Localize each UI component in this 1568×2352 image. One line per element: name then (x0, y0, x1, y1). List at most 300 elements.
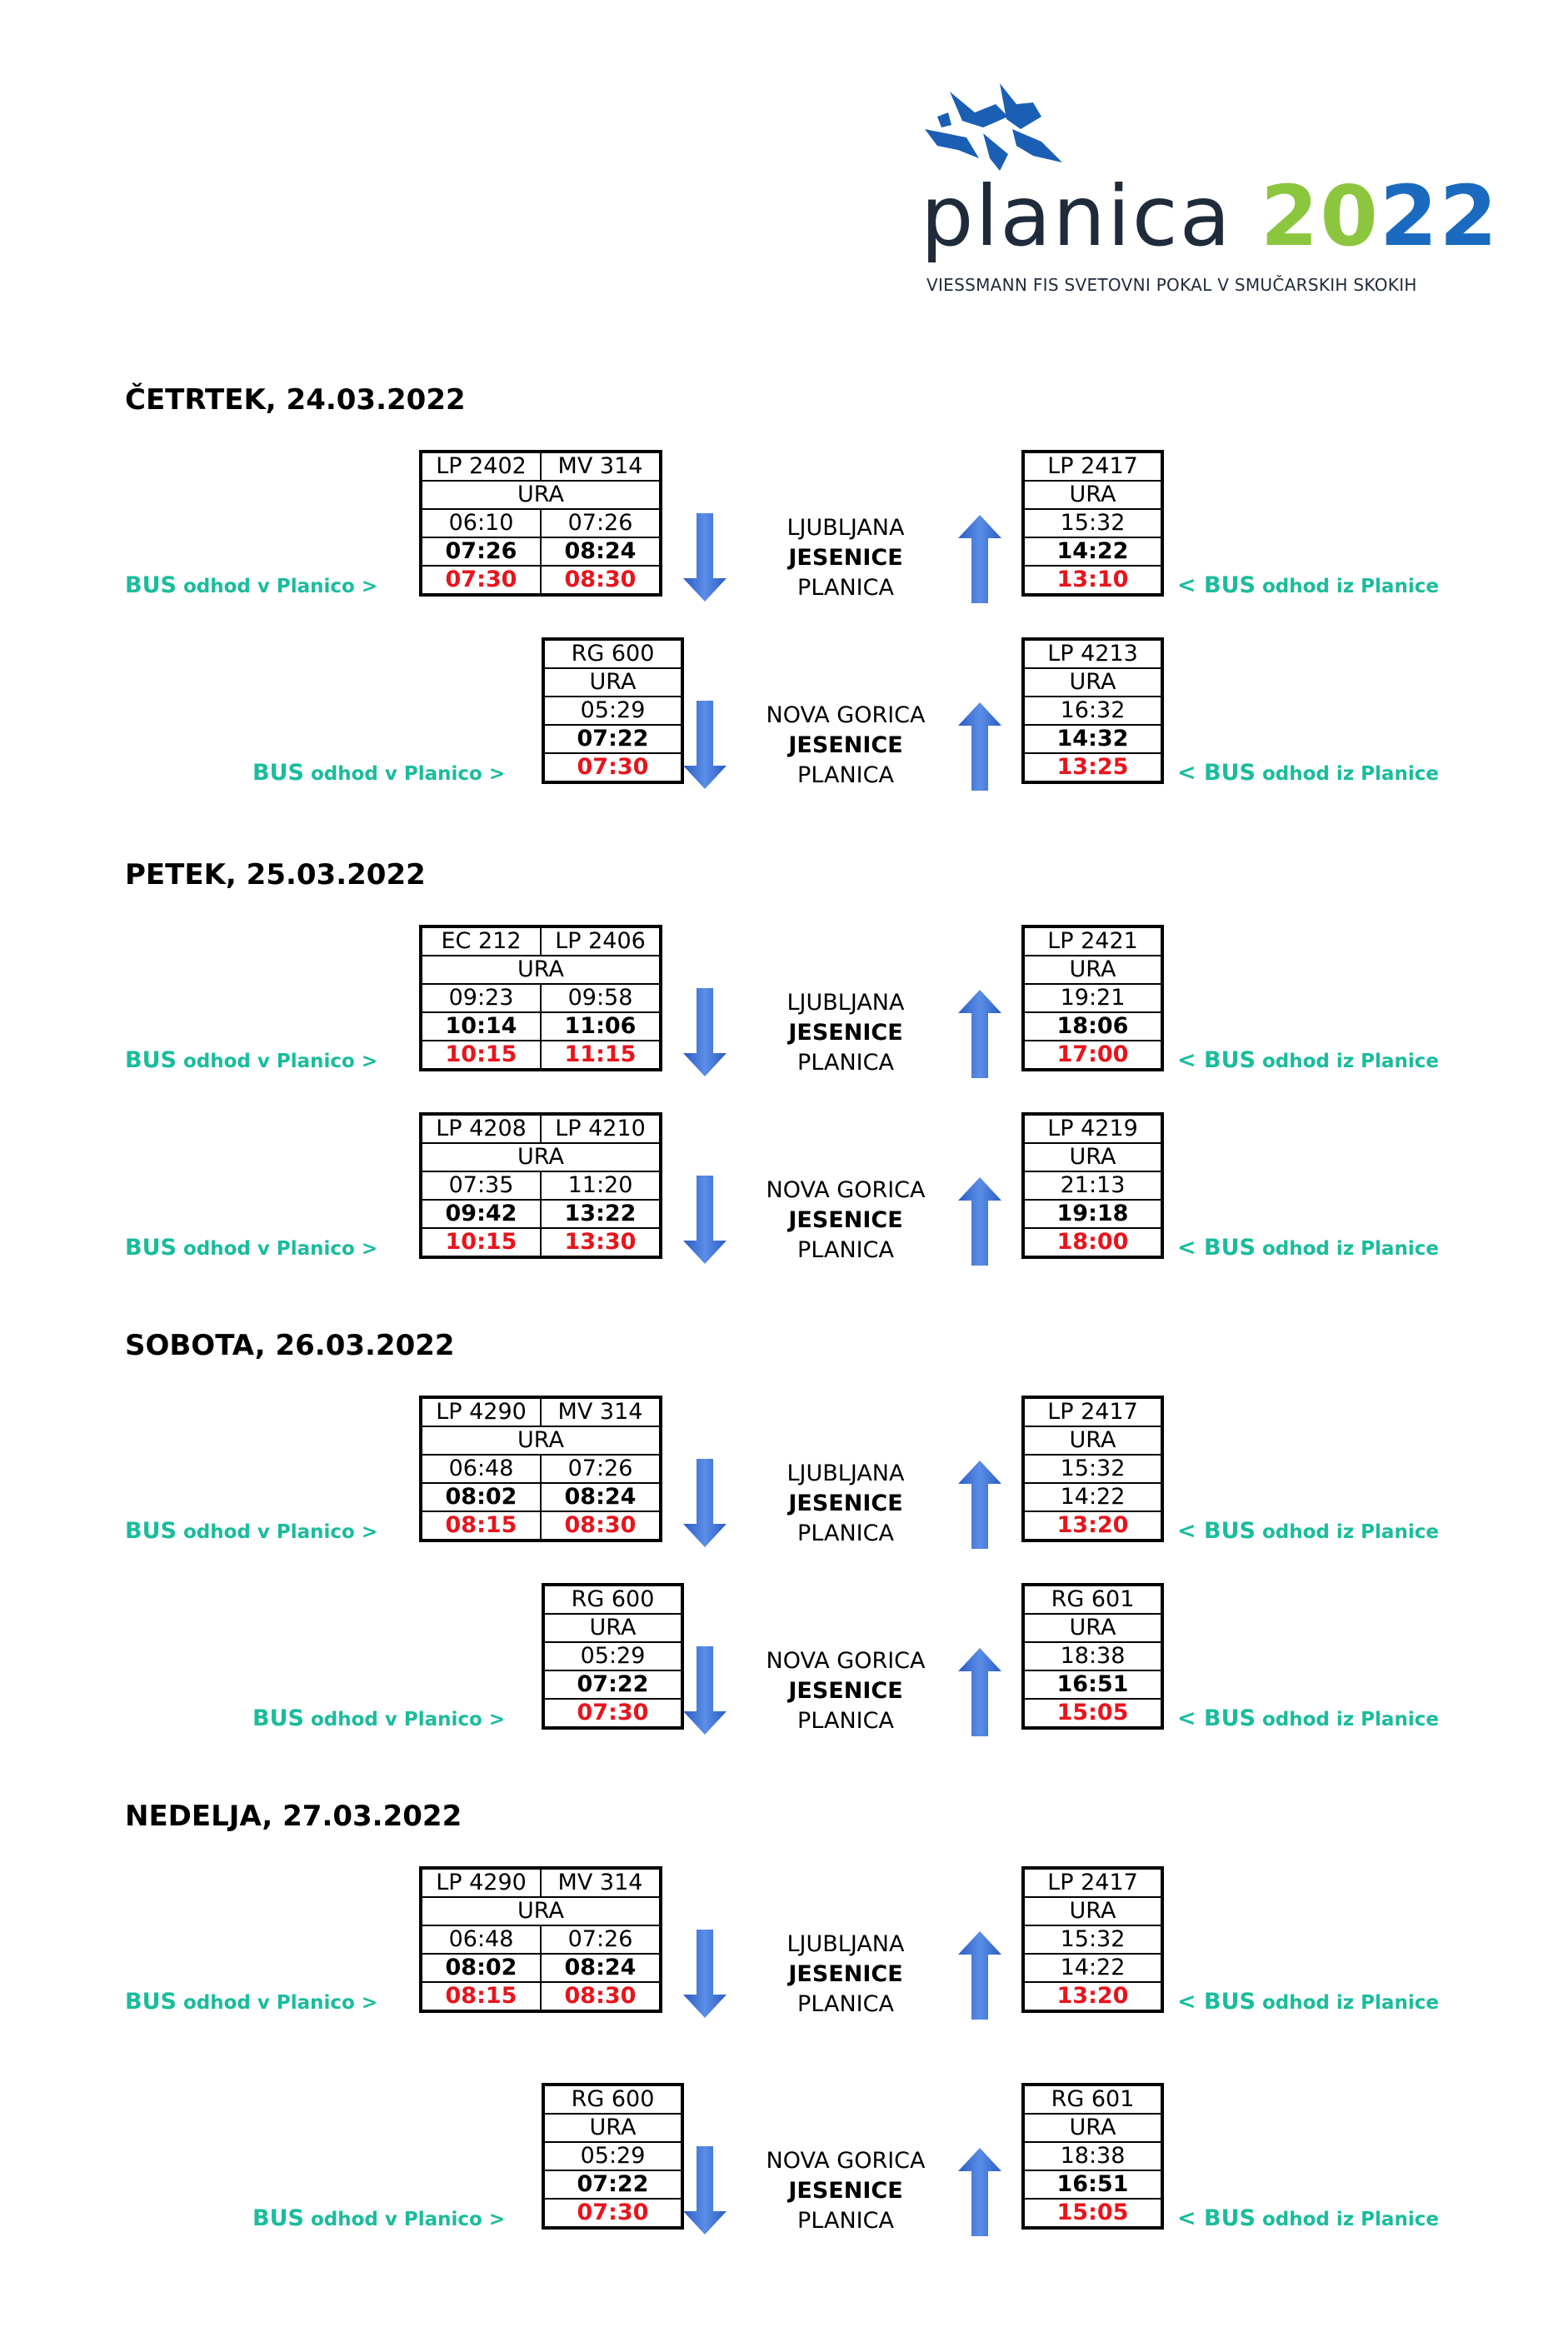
table-cell: 08:30 (541, 1982, 661, 2011)
bus-to-planica-label (125, 1989, 377, 2015)
bus-word: BUS (1204, 2205, 1256, 2231)
table-cell: URA (543, 668, 682, 697)
timetable-to-planica (419, 1396, 662, 1542)
table-cell: 16:51 (1023, 2170, 1162, 2199)
table-cell: 08:15 (421, 1982, 541, 2011)
table-cell: 18:06 (1023, 1012, 1162, 1041)
table-cell: 09:23 (421, 984, 541, 1012)
table-cell: 10:15 (421, 1228, 541, 1257)
station-name: JESENICE (788, 1491, 903, 1516)
day-title: SOBOTA, 26.03.2022 (125, 1329, 455, 1362)
train-number-row (421, 926, 661, 956)
table-cell: 15:32 (1023, 1455, 1162, 1483)
train-number-row (1023, 2085, 1162, 2114)
train-number-row (1023, 1114, 1162, 1143)
station-name: JESENICE (788, 1678, 903, 1704)
table-cell: 06:48 (421, 1925, 541, 1954)
logo-word-22: 22 (1379, 167, 1500, 265)
table-cell: RG 601 (1023, 2085, 1162, 2114)
table-cell: 11:15 (541, 1041, 661, 1070)
station-name: JESENICE (788, 1961, 903, 1987)
arrow-down-icon (682, 1646, 728, 1736)
jesenice-row (421, 1954, 661, 1982)
arrow-down-icon (682, 1176, 728, 1266)
station-name: PLANICA (797, 1237, 894, 1263)
station-name: JESENICE (788, 732, 903, 758)
bus-arrow-prefix: < (1177, 2205, 1205, 2231)
table-cell: 18:00 (1023, 1228, 1162, 1257)
jesenice-row (1023, 1200, 1162, 1228)
timetable-to-planica (542, 1583, 684, 1730)
train-number-row (1023, 452, 1162, 481)
arrow-up-icon (956, 1930, 1003, 2020)
departure-row (421, 1925, 661, 1954)
table-cell: URA (421, 1897, 661, 1925)
timetable-to-planica (419, 1866, 662, 2013)
bus-from-planica-label (1177, 1518, 1439, 1544)
table-cell: LP 4219 (1023, 1114, 1162, 1143)
bus-to-planica-label (125, 1518, 377, 1544)
table-cell: 06:48 (421, 1455, 541, 1483)
jesenice-row (421, 1200, 661, 1228)
table-cell: RG 601 (1023, 1585, 1162, 1614)
bus-word: BUS (1204, 1235, 1256, 1261)
station-name: NOVA GORICA (766, 2148, 926, 2174)
table-cell: 07:26 (421, 537, 541, 566)
table-cell: LP 4213 (1023, 639, 1162, 668)
table-cell: URA (1023, 1897, 1162, 1925)
bus-from-planica-label (1177, 2205, 1439, 2231)
timetable-from-planica (1021, 2083, 1164, 2230)
table-cell: LP 2417 (1023, 1397, 1162, 1426)
bus-arrow-prefix: < (1177, 1705, 1205, 1731)
timetable-to-planica (419, 450, 662, 597)
ura-row (1023, 956, 1162, 984)
table-cell: URA (421, 481, 661, 509)
bus-arrow-prefix: < (1177, 760, 1205, 786)
table-cell: 08:24 (541, 1483, 661, 1511)
station-name: NOVA GORICA (766, 702, 926, 728)
table-cell: 08:02 (421, 1483, 541, 1511)
arrival-row (1023, 1642, 1162, 1670)
bus-time-row (1023, 1041, 1162, 1070)
bus-text: odhod iz Planice (1255, 763, 1439, 785)
table-cell: 07:30 (543, 1699, 682, 1728)
bus-text: odhod v Planico > (176, 1521, 378, 1543)
bus-word: BUS (125, 1047, 177, 1073)
bus-word: BUS (125, 572, 177, 598)
station-name: PLANICA (797, 1050, 894, 1076)
table-cell: 10:14 (421, 1012, 541, 1041)
timetable-from-planica (1021, 450, 1164, 597)
table-cell: 07:22 (543, 725, 682, 753)
bus-text: odhod v Planico > (176, 1992, 378, 2014)
bus-text: odhod iz Planice (1255, 1992, 1439, 2014)
ura-row (543, 1614, 682, 1642)
arrival-row (1023, 1925, 1162, 1954)
jesenice-row (421, 1483, 661, 1511)
departure-row (421, 1171, 661, 1200)
station-name: PLANICA (797, 575, 894, 601)
station-list (746, 1646, 946, 1736)
train-number-row (421, 1114, 661, 1143)
bus-to-planica-label (125, 1047, 377, 1073)
bus-from-planica-label (1177, 760, 1439, 786)
bus-word: BUS (252, 2205, 304, 2231)
bus-from-planica-label (1177, 1235, 1439, 1261)
bus-arrow-prefix: < (1177, 1047, 1205, 1073)
station-list (746, 988, 946, 1078)
table-cell: MV 314 (541, 452, 661, 481)
table-cell: 07:35 (421, 1171, 541, 1200)
station-name: PLANICA (797, 1708, 894, 1734)
ura-row (421, 481, 661, 509)
arrival-row (1023, 1171, 1162, 1200)
arrow-down-icon (682, 513, 728, 603)
jesenice-row (1023, 1670, 1162, 1699)
table-cell: 18:38 (1023, 1642, 1162, 1670)
table-cell: 06:10 (421, 509, 541, 537)
table-cell: LP 4208 (421, 1114, 541, 1143)
station-name: PLANICA (797, 762, 894, 788)
bus-time-row (421, 1982, 661, 2011)
arrow-down-icon (682, 701, 728, 791)
bus-time-row (1023, 1982, 1162, 2011)
ura-row (421, 1426, 661, 1455)
timetable-to-planica (419, 925, 662, 1071)
ura-row (1023, 668, 1162, 697)
bus-to-planica-label (252, 760, 505, 786)
station-name: LJUBLJANA (786, 1461, 905, 1486)
ura-row (1023, 1426, 1162, 1455)
table-cell: URA (421, 956, 661, 984)
bus-time-row (1023, 1699, 1162, 1728)
table-cell: 14:22 (1023, 1954, 1162, 1982)
table-cell: 13:30 (541, 1228, 661, 1257)
bus-to-planica-label (125, 1235, 377, 1261)
bus-time-row (421, 1228, 661, 1257)
arrival-row (1023, 2142, 1162, 2170)
departure-row (421, 1455, 661, 1483)
station-list (746, 2146, 946, 2236)
logo-word-20: 20 (1260, 167, 1380, 265)
bus-text: odhod iz Planice (1255, 576, 1439, 597)
train-number-row (1023, 1397, 1162, 1426)
timetable-from-planica (1021, 1112, 1164, 1259)
table-cell: URA (1023, 1426, 1162, 1455)
table-cell: 17:00 (1023, 1041, 1162, 1070)
ura-row (543, 668, 682, 697)
table-cell: 08:15 (421, 1511, 541, 1541)
jesenice-row (1023, 537, 1162, 566)
day-title: ČETRTEK, 24.03.2022 (125, 383, 466, 417)
timetable-from-planica (1021, 925, 1164, 1071)
table-cell: LP 2417 (1023, 452, 1162, 481)
jesenice-row (1023, 2170, 1162, 2199)
table-cell: 21:13 (1023, 1171, 1162, 1200)
table-cell: 07:26 (541, 1455, 661, 1483)
ura-row (1023, 1897, 1162, 1925)
bus-text: odhod v Planico > (303, 1709, 506, 1730)
station-name: NOVA GORICA (766, 1648, 926, 1674)
table-cell: 09:42 (421, 1200, 541, 1228)
departure-row (543, 697, 682, 725)
bus-text: odhod iz Planice (1255, 1238, 1439, 1260)
table-cell: 08:02 (421, 1954, 541, 1982)
ura-row (421, 956, 661, 984)
bus-from-planica-label (1177, 1047, 1439, 1073)
bus-word: BUS (252, 760, 304, 786)
station-name: LJUBLJANA (786, 515, 905, 541)
departure-row (421, 509, 661, 537)
jesenice-row (543, 725, 682, 753)
ura-row (1023, 481, 1162, 509)
arrival-row (1023, 984, 1162, 1012)
bus-word: BUS (1204, 760, 1256, 786)
arrival-row (1023, 697, 1162, 725)
arrival-row (1023, 1455, 1162, 1483)
arrow-up-icon (956, 2146, 1003, 2236)
arrow-up-icon (956, 701, 1003, 791)
table-cell: 14:32 (1023, 725, 1162, 753)
table-cell: LP 2402 (421, 452, 541, 481)
table-cell: 07:30 (543, 2199, 682, 2228)
timetable-from-planica (1021, 1866, 1164, 2013)
station-name: JESENICE (788, 545, 903, 571)
bus-word: BUS (125, 1989, 177, 2015)
arrow-up-icon (956, 988, 1003, 1078)
jesenice-row (1023, 725, 1162, 753)
planica-logo (916, 79, 1500, 304)
table-cell: LP 2417 (1023, 1868, 1162, 1897)
bus-text: odhod v Planico > (176, 1238, 378, 1260)
table-cell: MV 314 (541, 1868, 661, 1897)
station-name: JESENICE (788, 2178, 903, 2204)
table-cell: 19:18 (1023, 1200, 1162, 1228)
table-cell: 16:32 (1023, 697, 1162, 725)
ura-row (543, 2114, 682, 2142)
table-cell: 05:29 (543, 2142, 682, 2170)
train-number-row (543, 2085, 682, 2114)
station-list (746, 1930, 946, 2020)
station-name: LJUBLJANA (786, 1931, 905, 1957)
station-name: PLANICA (797, 1991, 894, 2017)
jesenice-row (1023, 1954, 1162, 1982)
table-cell: LP 4210 (541, 1114, 661, 1143)
train-number-row (1023, 639, 1162, 668)
ura-row (1023, 1614, 1162, 1642)
bus-text: odhod iz Planice (1255, 2209, 1439, 2230)
bus-word: BUS (1204, 1705, 1256, 1731)
station-name: NOVA GORICA (766, 1177, 926, 1203)
departure-row (543, 2142, 682, 2170)
bus-time-row (1023, 1228, 1162, 1257)
bus-time-row (543, 1699, 682, 1728)
bus-word: BUS (125, 1518, 177, 1544)
table-cell: 05:29 (543, 1642, 682, 1670)
table-cell: 07:22 (543, 1670, 682, 1699)
timetable-from-planica (1021, 1583, 1164, 1730)
table-cell: 08:24 (541, 1954, 661, 1982)
table-cell: 09:58 (541, 984, 661, 1012)
day-title: NEDELJA, 27.03.2022 (125, 1800, 462, 1833)
bus-text: odhod iz Planice (1255, 1709, 1439, 1730)
station-list (746, 513, 946, 603)
bus-time-row (421, 1511, 661, 1541)
ura-row (421, 1143, 661, 1171)
table-cell: RG 600 (543, 1585, 682, 1614)
table-cell: 15:32 (1023, 509, 1162, 537)
arrow-down-icon (682, 2146, 728, 2236)
bus-time-row (421, 566, 661, 595)
table-cell: 14:22 (1023, 537, 1162, 566)
bus-time-row (1023, 2199, 1162, 2228)
arrow-up-icon (956, 1176, 1003, 1266)
table-cell: 07:26 (541, 1925, 661, 1954)
bus-word: BUS (1204, 1989, 1256, 2015)
bus-text: odhod v Planico > (303, 763, 506, 785)
jesenice-row (1023, 1012, 1162, 1041)
day-title: PETEK, 25.03.2022 (125, 858, 426, 891)
bus-text: odhod v Planico > (303, 2209, 506, 2230)
arrow-down-icon (682, 988, 728, 1078)
logo-wordmark (921, 167, 1500, 265)
bus-to-planica-label (125, 572, 377, 598)
table-cell: RG 600 (543, 639, 682, 668)
arrow-up-icon (956, 1459, 1003, 1549)
table-cell: LP 4290 (421, 1868, 541, 1897)
bus-from-planica-label (1177, 1989, 1439, 2015)
table-cell: URA (421, 1143, 661, 1171)
station-name: JESENICE (788, 1207, 903, 1233)
timetable-to-planica (419, 1112, 662, 1259)
train-number-row (1023, 1585, 1162, 1614)
bus-word: BUS (1204, 1518, 1256, 1544)
table-cell: 14:22 (1023, 1483, 1162, 1511)
jesenice-row (421, 1012, 661, 1041)
bus-time-row (543, 2199, 682, 2228)
table-cell: 05:29 (543, 697, 682, 725)
bus-to-planica-label (252, 1705, 505, 1731)
table-cell: URA (421, 1426, 661, 1455)
ura-row (1023, 2114, 1162, 2142)
table-cell: 11:20 (541, 1171, 661, 1200)
table-cell: 15:05 (1023, 1699, 1162, 1728)
table-cell: 07:30 (421, 566, 541, 595)
departure-row (421, 984, 661, 1012)
timetable-to-planica (542, 2083, 684, 2230)
logo-word-planica: planica (921, 167, 1261, 265)
bus-text: odhod v Planico > (176, 576, 378, 597)
bus-time-row (1023, 1511, 1162, 1541)
table-cell: URA (1023, 956, 1162, 984)
bus-time-row (1023, 566, 1162, 595)
jesenice-row (543, 1670, 682, 1699)
table-cell: LP 2406 (541, 926, 661, 956)
arrow-up-icon (956, 513, 1003, 603)
table-cell: 07:26 (541, 509, 661, 537)
timetable-from-planica (1021, 1396, 1164, 1542)
timetable-to-planica (542, 637, 684, 784)
train-number-row (421, 452, 661, 481)
station-name: PLANICA (797, 1521, 894, 1546)
logo-subtitle: VIESSMANN FIS SVETOVNI POKAL V SMUČARSKIH SKOKIH (926, 275, 1417, 295)
table-cell: 15:05 (1023, 2199, 1162, 2228)
table-cell: 13:20 (1023, 1511, 1162, 1541)
table-cell: LP 2421 (1023, 926, 1162, 956)
table-cell: URA (1023, 1614, 1162, 1642)
table-cell: 08:30 (541, 566, 661, 595)
table-cell: URA (1023, 2114, 1162, 2142)
table-cell: 08:24 (541, 537, 661, 566)
table-cell: 13:10 (1023, 566, 1162, 595)
jesenice-row (421, 537, 661, 566)
train-number-row (1023, 926, 1162, 956)
train-number-row (543, 1585, 682, 1614)
table-cell: EC 212 (421, 926, 541, 956)
table-cell: 18:38 (1023, 2142, 1162, 2170)
bus-text: odhod iz Planice (1255, 1051, 1439, 1072)
station-list (746, 701, 946, 791)
station-name: JESENICE (788, 1020, 903, 1046)
jesenice-row (1023, 1483, 1162, 1511)
train-number-row (421, 1868, 661, 1897)
bus-time-row (421, 1041, 661, 1070)
bus-time-row (1023, 753, 1162, 782)
table-cell: 10:15 (421, 1041, 541, 1070)
bus-word: BUS (125, 1235, 177, 1261)
table-cell: 11:06 (541, 1012, 661, 1041)
bus-to-planica-label (252, 2205, 505, 2231)
bus-word: BUS (1204, 1047, 1256, 1073)
table-cell: 13:20 (1023, 1982, 1162, 2011)
table-cell: 13:22 (541, 1200, 661, 1228)
bus-text: odhod v Planico > (176, 1051, 378, 1072)
train-number-row (543, 639, 682, 668)
jesenice-row (543, 2170, 682, 2199)
birds-icon (916, 79, 1083, 179)
arrow-down-icon (682, 1459, 728, 1549)
station-list (746, 1459, 946, 1549)
table-cell: 16:51 (1023, 1670, 1162, 1699)
departure-row (543, 1642, 682, 1670)
table-cell: URA (543, 1614, 682, 1642)
bus-arrow-prefix: < (1177, 572, 1205, 598)
arrow-up-icon (956, 1646, 1003, 1736)
ura-row (421, 1897, 661, 1925)
bus-arrow-prefix: < (1177, 1518, 1205, 1544)
bus-arrow-prefix: < (1177, 1989, 1205, 2015)
bus-time-row (543, 753, 682, 782)
table-cell: URA (1023, 1143, 1162, 1171)
table-cell: 15:32 (1023, 1925, 1162, 1954)
station-name: LJUBLJANA (786, 990, 905, 1016)
table-cell: 07:30 (543, 753, 682, 782)
timetable-from-planica (1021, 637, 1164, 784)
table-cell: URA (543, 2114, 682, 2142)
table-cell: 19:21 (1023, 984, 1162, 1012)
train-number-row (1023, 1868, 1162, 1897)
train-number-row (421, 1397, 661, 1426)
table-cell: 13:25 (1023, 753, 1162, 782)
bus-word: BUS (1204, 572, 1256, 598)
bus-from-planica-label (1177, 1705, 1439, 1731)
table-cell: URA (1023, 481, 1162, 509)
table-cell: URA (1023, 668, 1162, 697)
arrival-row (1023, 509, 1162, 537)
table-cell: MV 314 (541, 1397, 661, 1426)
ura-row (1023, 1143, 1162, 1171)
